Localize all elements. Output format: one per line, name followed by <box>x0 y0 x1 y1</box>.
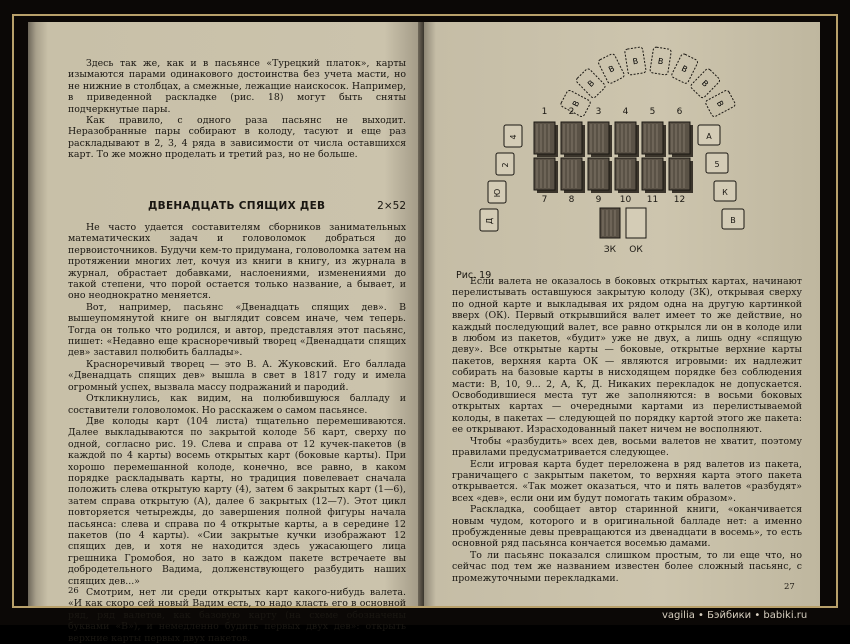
left-side-card-label: Д <box>485 217 494 225</box>
right-side-card-label: 5 <box>714 160 720 169</box>
packet-number: 10 <box>619 195 632 205</box>
body-paragraph: Если игровая карта будет переложена в ряд валетов из пакета, граничащего с закрытым пакетом, то верхняя карта этого пакета открывается. «Так может оказаться, что и пять валетов «разбудят» всех «дев», если они им будут помогать таким образом». <box>452 458 802 504</box>
packet-number: 6 <box>676 107 683 117</box>
left-page <box>28 22 424 644</box>
open-deck <box>626 208 646 238</box>
valet-slot <box>705 89 736 117</box>
packet-number: 9 <box>595 195 602 205</box>
section-heading <box>68 200 406 216</box>
right-side-card-label: А <box>706 132 712 141</box>
body-paragraph: Если валета не оказалось в боковых открытых картах, начинают перелистывать оставшуюся закрытую колоду (ЗК), открывая сверху по одной карте и выкладывая их рядом одна на другую картинкой вверх (ОК). Первый открывшийся валет имеет то же действие, но каждый последующий валет, все равно открылся ли он в колоде или в любом из пакетов, «будит» уже не двух, а лишь одну «спящую деву». Все открытые карты — боковые, открытые верхние карты пакетов, верхняя карта ОК — являются игровыми: их надлежит собирать на базовые карты в нисходящем порядке без соблюдения масти: В, 10, 9... 2, А, К, Д. Никаких перекладок не допускается. Освободившиеся места тут же заполняются: в восьми боковых открытых картах — очередными картами из перелистываемой колоды, в пакетах — следующей по порядку картой этого же пакета: ее открывают. Израсходованный пакет ничем не восполняют. <box>452 276 802 436</box>
body-paragraph: Красноречивый творец — это В. А. Жуковский. Его баллада «Двенадцать спящих дев» вышла в свет в 1817 году и имела огромный успех, вызвала массу подражаний и пародий. <box>68 358 406 393</box>
body-paragraph: Не часто удается составителям сборников занимательных математических задач и головоломок добраться до первоисточников. Будучи кем-то придумана, головоломка затем на протяжении многих лет, кочуя из книги в книгу, из журнала в журнал, обрастает добавками, наслоениями, изменениями до такой степени, что порой остается только название, а бывает, и оно неоднократно меняется. <box>68 222 406 302</box>
left-side-card-label: Ю <box>493 188 502 198</box>
body-paragraph: Две колоды карт (104 листа) тщательно перемешиваются. Далее выкладываются по закрытой колоде 56 карт, сверху по одной, согласно рис. 19. Слева и справа от 12 кучек-пакетов (в каждой по 4 карты) восемь открытых карт (боковые карты). При хорошо перемешанной колоде, конечно, все равно, в каком порядке раскладывать карты, но традиция повелевает сначала положить слева открытую карту (4), затем 6 закрытых карт (1—6), затем справа открытую (А), далее 6 закрытых (12—7). Этот цикл повторяется четырежды, до завершения полной фигуры начала пасьянса: слева и справа по 4 открытые карты, а в середине 12 пакетов (по 4 карты). «Сии закрытые кучки изображают 12 спящих дев, и хотя не находится здесь ужасающего лица грешника Громобоя, но зато в каждом пакете встречаете вы добродетельного Вадима, долженствующего разбудить наших спящих дев...» <box>68 415 406 587</box>
valet-slot <box>560 89 591 117</box>
valet-slot <box>575 68 606 99</box>
valet-label: В <box>699 78 711 89</box>
body-paragraph: Смотрим, нет ли среди открытых карт какого-нибудь валета. «И как скоро сей новый Вадим есть, то надо класть его в основной ряд, ряд валетов, как базовую карту (на схеме обозначены буквами «В»), и немедленно будить первых двух дев»: открыть верхние карты первых двух пакетов. <box>68 587 406 644</box>
left-side-card-label: 4 <box>509 134 518 140</box>
valet-label: В <box>632 56 639 67</box>
packet-number: 5 <box>649 107 656 117</box>
valet-label: В <box>657 56 664 67</box>
left-paragraph: Здесь так же, как и в пасьянсе «Турецкий платок», карты изымаются парами одинакового достоинства без учета масти, но не нижние в столбцах, а смежные, лежащие наискосок. Например, в приведенной раскладке (рис. 18) могут быть сняты подчеркнутые пары. <box>68 58 406 115</box>
valet-label: В <box>570 99 582 109</box>
valet-label: В <box>679 63 689 75</box>
left-side-card-label: 2 <box>501 162 510 168</box>
right-body-text <box>452 276 802 584</box>
body-paragraph: Чтобы «разбудить» всех дев, восьми валетов не хватит, поэтому правилами предусматривается следующее. <box>452 435 802 459</box>
valet-label: В <box>714 99 726 109</box>
left-intro-text <box>68 58 406 161</box>
body-paragraph: Раскладка, сообщает автор старинной книги, «оканчивается новым чудом, которого и в оригинальной балладе нет: а именно пробужденные девы превращаются из двенадцати в восемь», то есть основной ряд пасьянса кончается восемью дамами. <box>452 504 802 550</box>
packet-number: 4 <box>622 107 629 117</box>
valet-slot <box>671 53 699 84</box>
packet-number: 12 <box>673 195 686 205</box>
packet-number: 3 <box>595 107 602 117</box>
body-paragraph: То ли пасьянс показался слишком простым, то ли еще что, но сейчас под тем же названием известен более сложный пасьянс, с промежуточными перекладками. <box>452 549 802 584</box>
valet-slot <box>690 68 721 99</box>
open-deck-label: ОК <box>629 245 643 255</box>
page-number-left: 26 <box>68 586 79 596</box>
body-paragraph: Откликнулись, как видим, на полюбившуюся балладу и составители головоломок. Но расскажем о самом пасьянсе. <box>68 393 406 416</box>
solitaire-layout-diagram <box>424 22 820 282</box>
right-side-card-label: К <box>722 188 728 197</box>
left-paragraph: Как правило, с одного раза пасьянс не выходит. Неразобранные пары собирают в колоду, тасуют и еще раз раскладывают в 2, 3, 4 ряда в зависимости от числа оставшихся карт. То же можно проделать и третий раз, но не больше. <box>68 115 406 161</box>
valet-label: В <box>607 63 617 75</box>
watermark: vagilia • Бэйбики • babiki.ru <box>662 610 808 621</box>
right-side-card-label: В <box>730 216 736 225</box>
deck-count: 2×52 <box>377 200 406 212</box>
page-number-right: 27 <box>784 582 795 592</box>
valet-label: В <box>585 78 597 89</box>
packet-number: 7 <box>541 195 548 205</box>
valet-slot <box>650 47 672 75</box>
body-paragraph: Вот, например, пасьянс «Двенадцать спящих дев». В вышеупомянутой книге он выглядит совсем иначе, чем теперь. Тогда он только что родился, и автор, представляя этот пасьянс, пишет: «Недавно еще красноречивый творец «Двенадцати спящих дев» заставил полюбить баллады». <box>68 301 406 359</box>
closed-deck-label: ЗК <box>603 245 617 255</box>
left-body-text <box>68 222 406 644</box>
packet-number: 8 <box>568 195 575 205</box>
valet-slot <box>624 47 646 75</box>
section-title: ДВЕНАДЦАТЬ СПЯЩИХ ДЕВ <box>148 200 326 212</box>
valet-slot <box>597 53 625 84</box>
packet-number: 1 <box>541 107 548 117</box>
packet-number: 2 <box>568 107 575 117</box>
packet-number: 11 <box>646 195 659 205</box>
figure-caption: Рис. 19 <box>456 270 492 281</box>
right-page <box>424 22 820 606</box>
